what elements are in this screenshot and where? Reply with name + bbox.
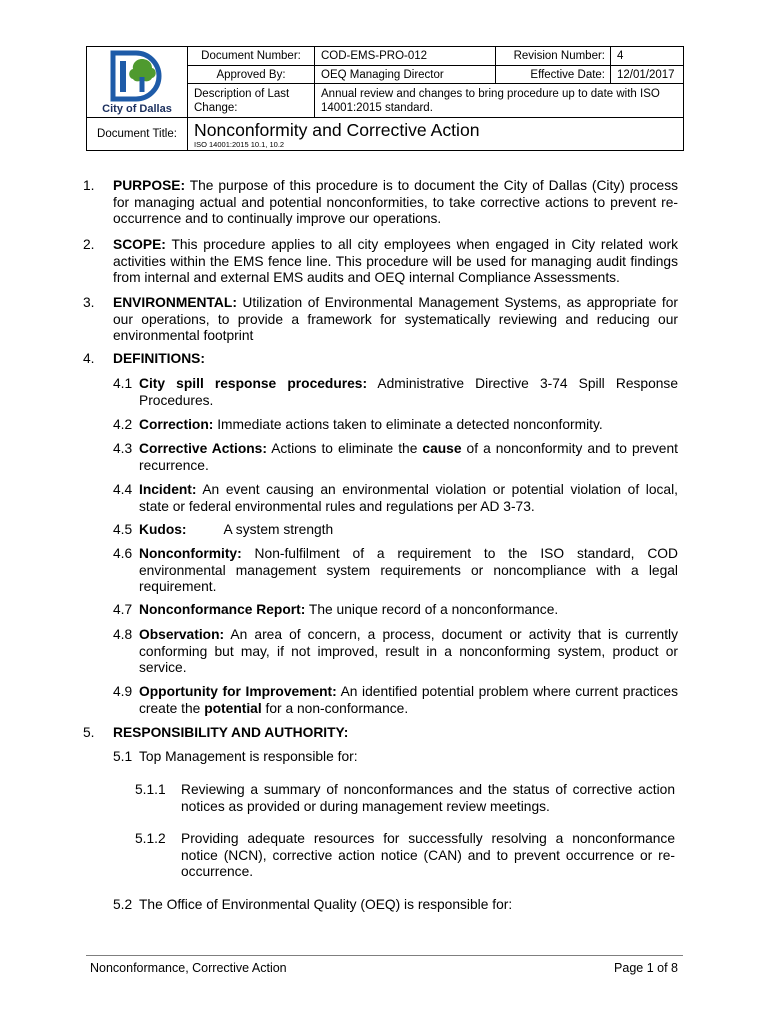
responsibility-subitem-number: 5.1.2 — [135, 831, 166, 846]
definition-number: 4.4 — [113, 482, 133, 497]
definition-paragraph — [139, 546, 678, 596]
definition-term: Corrective Actions: — [139, 441, 267, 456]
responsibility-subitem-resources — [135, 831, 675, 881]
responsibility-text: The Office of Environmental Quality (OEQ) is responsible for: — [139, 897, 513, 912]
document-title-cell — [188, 118, 684, 151]
definition-text: An identified potential problem where current practices create the — [139, 684, 678, 716]
section-heading: RESPONSIBILITY AND AUTHORITY: — [113, 725, 349, 740]
definition-term: Correction: — [139, 417, 214, 432]
responsibility-top-management — [113, 749, 678, 766]
definition-city-spill-response-procedures — [113, 376, 678, 409]
definition-term: Kudos: — [139, 522, 187, 537]
section-scope — [83, 237, 678, 287]
definition-kudos — [113, 522, 678, 539]
section-definitions — [83, 351, 678, 368]
section-number: 1. — [83, 178, 95, 193]
logo-text: City of Dallas — [102, 103, 172, 115]
document-number-label: Document Number: — [188, 47, 315, 66]
definition-term: Opportunity for Improvement: — [139, 684, 337, 699]
section-text: The purpose of this procedure is to document the City of Dallas (City) process for managing actual and potential nonconformities, to take corrective actions to prevent re-occurrence and to continually improve our operations. — [113, 178, 678, 226]
definition-term: Nonconformity: — [139, 546, 242, 561]
section-number: 3. — [83, 295, 95, 310]
definition-incident — [113, 482, 678, 515]
responsibility-number: 5.1 — [113, 749, 133, 764]
description-value: Annual review and changes to bring procedure up to date with ISO 14001:2015 standard. — [315, 84, 684, 118]
definition-number: 4.1 — [113, 376, 133, 391]
approved-by-label: Approved By: — [188, 66, 315, 84]
definition-number: 4.6 — [113, 546, 133, 561]
definition-term: Nonconformance Report: — [139, 602, 306, 617]
definition-emphasis: cause — [422, 441, 462, 456]
definition-number: 4.5 — [113, 522, 133, 537]
definition-text: An area of concern, a process, document or activity that is currently conforming but may, if not improved, result in a nonconforming system, product or service. — [139, 627, 678, 675]
logo-cell — [87, 47, 188, 118]
city-of-dallas-logo-icon — [106, 50, 168, 102]
document-title: Nonconformity and Corrective Action — [194, 120, 480, 140]
section-paragraph — [113, 178, 678, 228]
definition-text: Immediate actions taken to eliminate a detected nonconformity. — [213, 417, 603, 432]
responsibility-oeq — [113, 897, 678, 914]
section-paragraph — [113, 725, 678, 742]
definition-text: A system strength — [223, 522, 334, 537]
definition-paragraph — [139, 417, 678, 434]
revision-number-value: 4 — [611, 47, 684, 66]
effective-date-label: Effective Date: — [496, 66, 611, 84]
definition-term: Observation: — [139, 627, 225, 642]
footer-document-name: Nonconformance, Corrective Action — [90, 961, 287, 975]
definition-text: Administrative Directive 3-74 Spill Response Procedures. — [139, 376, 678, 408]
section-heading: ENVIRONMENTAL: — [113, 295, 237, 310]
section-paragraph — [113, 295, 678, 345]
footer-divider — [86, 955, 683, 956]
responsibility-number: 5.2 — [113, 897, 133, 912]
definition-paragraph — [139, 482, 678, 515]
definition-text-after: for a non-conformance. — [261, 700, 409, 716]
definition-nonconformity — [113, 546, 678, 596]
section-responsibility — [83, 725, 678, 742]
responsibility-subitem-number: 5.1.1 — [135, 782, 166, 797]
definition-emphasis: potential — [204, 700, 262, 716]
definition-text: Actions to eliminate the — [266, 441, 423, 456]
definition-corrective-actions — [113, 441, 678, 474]
responsibility-subitem-text: Providing adequate resources for successfully resolving a nonconformance notice (NCN), corrective action notice (CAN) and to prevent occurrence or re-occurrence. — [181, 831, 675, 879]
definition-paragraph — [139, 522, 678, 539]
definition-text: An event causing an environmental violation or potential violation of local, state or federal environmental rules and regulations per AD 3-73. — [139, 482, 678, 514]
section-heading: SCOPE: — [113, 237, 166, 252]
description-label: Description of Last Change: — [188, 84, 315, 118]
responsibility-subitem-text: Reviewing a summary of nonconformances and the status of corrective action notices as provided or during management review meetings. — [181, 782, 675, 814]
document-header-table — [86, 46, 684, 151]
definition-paragraph — [139, 602, 678, 619]
definition-number: 4.7 — [113, 602, 133, 617]
section-environmental — [83, 295, 678, 345]
revision-number-label: Revision Number: — [496, 47, 611, 66]
responsibility-subitem-review — [135, 782, 675, 815]
responsibility-text: Top Management is responsible for: — [139, 749, 358, 764]
definition-text-after: of a nonconformity and to prevent recurrence. — [139, 441, 678, 473]
document-number-value: COD-EMS-PRO-012 — [315, 47, 496, 66]
definition-paragraph — [139, 684, 678, 717]
section-number: 5. — [83, 725, 95, 740]
definition-nonconformance-report — [113, 602, 678, 619]
definition-number: 4.2 — [113, 417, 133, 432]
definition-paragraph — [139, 441, 678, 474]
document-title-label: Document Title: — [87, 118, 188, 151]
definition-observation — [113, 627, 678, 677]
definition-text: Non-fulfilment of a requirement to the ISO standard, COD environmental management system requirements or noncompliance with a legal requirement. — [139, 546, 678, 594]
definition-number: 4.3 — [113, 441, 133, 456]
definition-text: The unique record of a nonconformance. — [305, 602, 559, 617]
effective-date-value: 12/01/2017 — [611, 66, 684, 84]
definition-number: 4.8 — [113, 627, 133, 642]
footer-page-number: Page 1 of 8 — [614, 961, 678, 975]
definition-correction — [113, 417, 678, 434]
section-heading: PURPOSE: — [113, 178, 186, 193]
section-purpose — [83, 178, 678, 228]
definition-number: 4.9 — [113, 684, 133, 699]
approved-by-value: OEQ Managing Director — [315, 66, 496, 84]
section-text: Utilization of Environmental Management Systems, as appropriate for our operations, to provide a framework for systematically reviewing and reducing our environmental footprint — [113, 295, 678, 343]
document-title-reference: ISO 14001:2015 10.1, 10.2 — [194, 140, 285, 149]
definition-term: City spill response procedures: — [139, 376, 368, 391]
definition-paragraph — [139, 627, 678, 677]
definition-opportunity-for-improvement — [113, 684, 678, 717]
definition-paragraph — [139, 376, 678, 409]
section-text: This procedure applies to all city employees when engaged in City related work activities within the EMS fence line. This procedure will be used for managing audit findings from internal and external EMS audits and OEQ internal Compliance Assessments. — [113, 237, 678, 285]
section-paragraph — [113, 351, 678, 368]
section-paragraph — [113, 237, 678, 287]
definition-term: Incident: — [139, 482, 197, 497]
section-number: 2. — [83, 237, 95, 252]
section-heading: DEFINITIONS: — [113, 351, 205, 366]
section-number: 4. — [83, 351, 95, 366]
